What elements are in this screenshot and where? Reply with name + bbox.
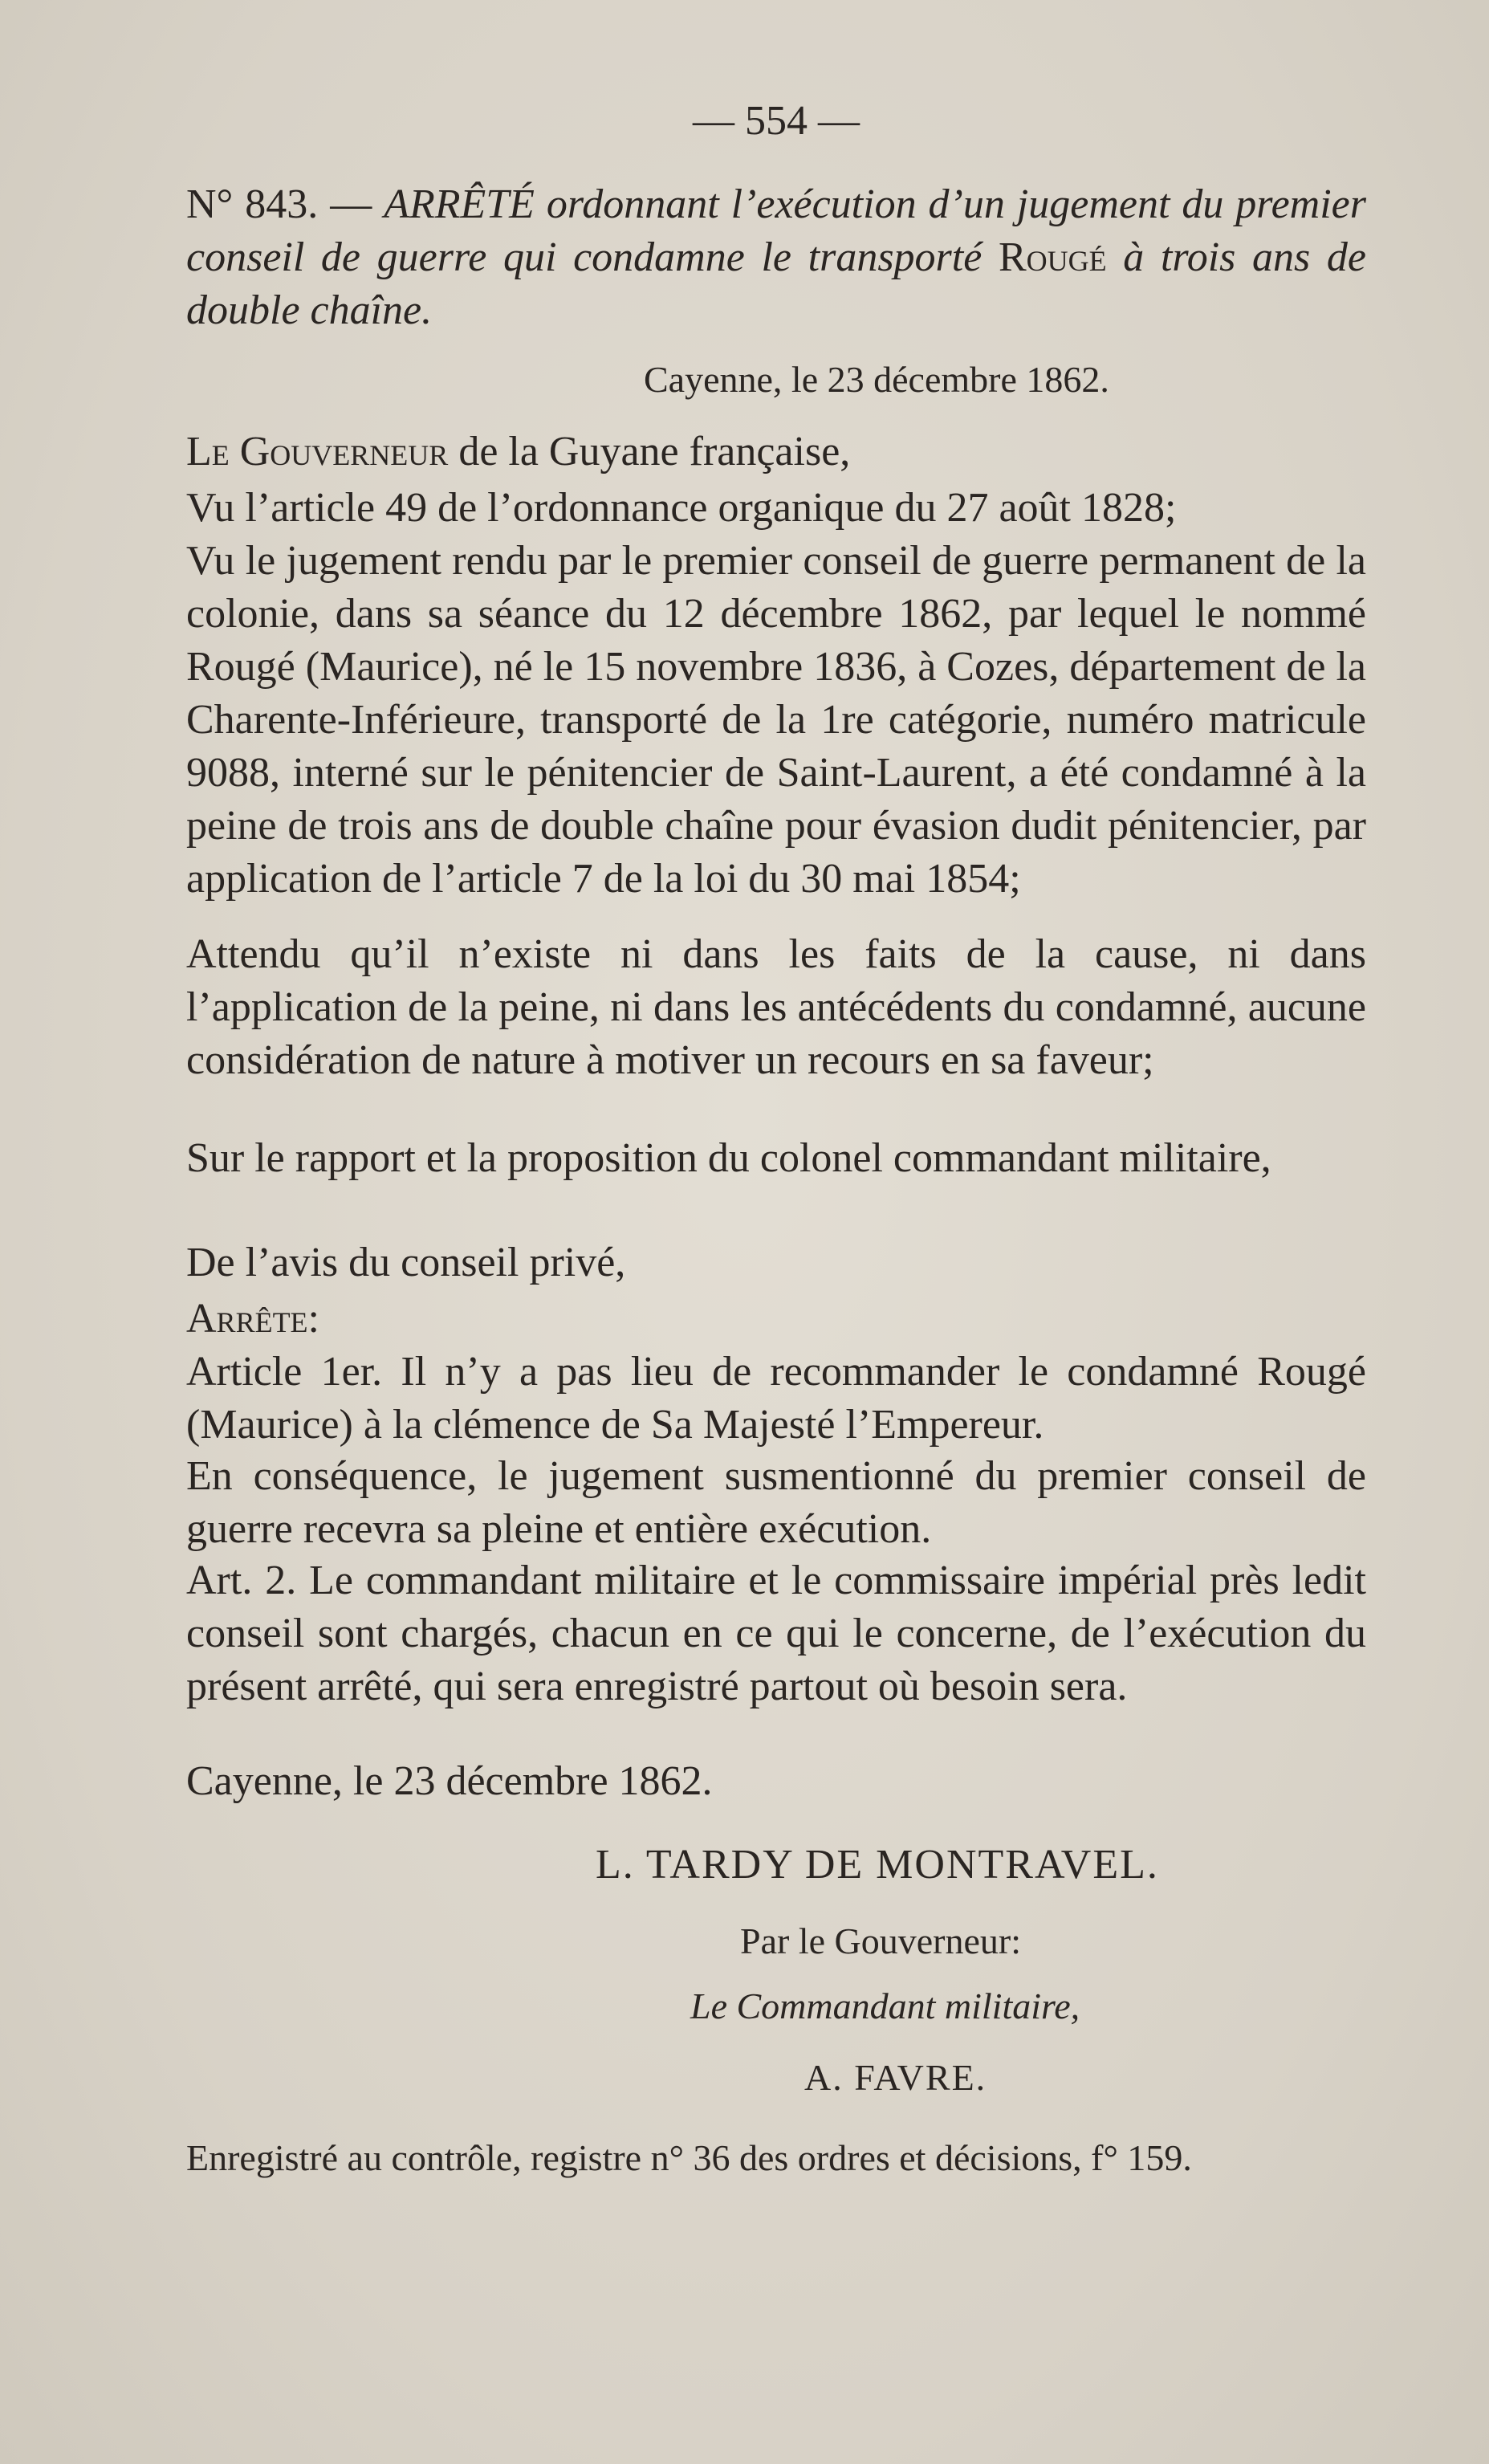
title-word: ARRÊTÉ: [384, 181, 535, 227]
paragraph-vu-article: Vu l’article 49 de l’ordonnance organique du 27 août 1828;: [186, 485, 1177, 531]
title-dash: —: [318, 181, 384, 227]
decree-title: [186, 178, 1366, 337]
paragraph-attendu: Attendu qu’il n’existe ni dans les faits de la cause, ni dans l’application de la peine, ni dans les antécédents du condamné, aucune considération de nature à motiver un recours en sa faveur;: [186, 931, 1366, 1083]
paragraph-consequence: En conséquence, le jugement susmentionné du premier conseil de guerre recevra sa pleine et entière exécution.: [186, 1453, 1366, 1552]
signature-favre: A. FAVRE.: [804, 2057, 987, 2098]
registration-note: Enregistré au contrôle, registre n° 36 des ordres et décisions, f° 159.: [186, 2137, 1192, 2178]
title-tail: à trois ans de double chaîne.: [186, 234, 1366, 333]
commandant-militaire: Le Commandant militaire,: [690, 1985, 1080, 2026]
paragraph-closing-date: Cayenne, le 23 décembre 1862.: [186, 1758, 713, 1804]
paragraph-article-2: Art. 2. Le commandant militaire et le commissaire impérial près ledit conseil sont chargés, chacun en ce qui le concerne, de l’exécution du présent arrêté, qui sera enregistré partout où besoin sera.: [186, 1558, 1366, 1709]
page-number: — 554 —: [693, 98, 860, 144]
gouverneur-label: Le Gouverneur: [186, 429, 449, 474]
paragraph-rapport: Sur le rapport et la proposition du colonel commandant militaire,: [186, 1135, 1271, 1181]
gouverneur-text: de la Guyane française,: [448, 429, 851, 474]
signature-governor: L. TARDY DE MONTRAVEL.: [596, 1842, 1159, 1888]
paragraph-vu-jugement: Vu le jugement rendu par le premier conseil de guerre permanent de la colonie, dans sa séance du 12 décembre 1862, par lequel le nommé Rougé (Maurice), né le 15 novembre 1836, à Cozes, département de la Charente-Inférieure, transporté de la 1re catégorie, numéro matricule 9088, interné sur le pénitencier de Saint-Laurent, a été condamné à la peine de trois ans de double chaîne pour évasion dudit pénitencier, par application de l’article 7 de la loi du 30 mai 1854;: [186, 538, 1366, 902]
par-le-gouverneur: Par le Gouverneur:: [740, 1920, 1021, 1961]
paragraph-arrete: Arrête:: [186, 1296, 319, 1342]
paragraph-avis: De l’avis du conseil privé,: [186, 1240, 626, 1285]
paragraph-article-1: Article 1er. Il n’y a pas lieu de recommander le condamné Rougé (Maurice) à la clémence de Sa Majesté l’Empereur.: [186, 1349, 1366, 1448]
title-name: Rougé: [998, 234, 1107, 280]
title-text: ordonnant l’exécution d’un jugement du premier conseil de guerre qui condamne le transporté: [186, 181, 1366, 280]
paragraph-gouverneur: [186, 426, 1366, 479]
dateline: Cayenne, le 23 décembre 1862.: [644, 359, 1109, 400]
decree-number: N° 843.: [186, 181, 319, 227]
